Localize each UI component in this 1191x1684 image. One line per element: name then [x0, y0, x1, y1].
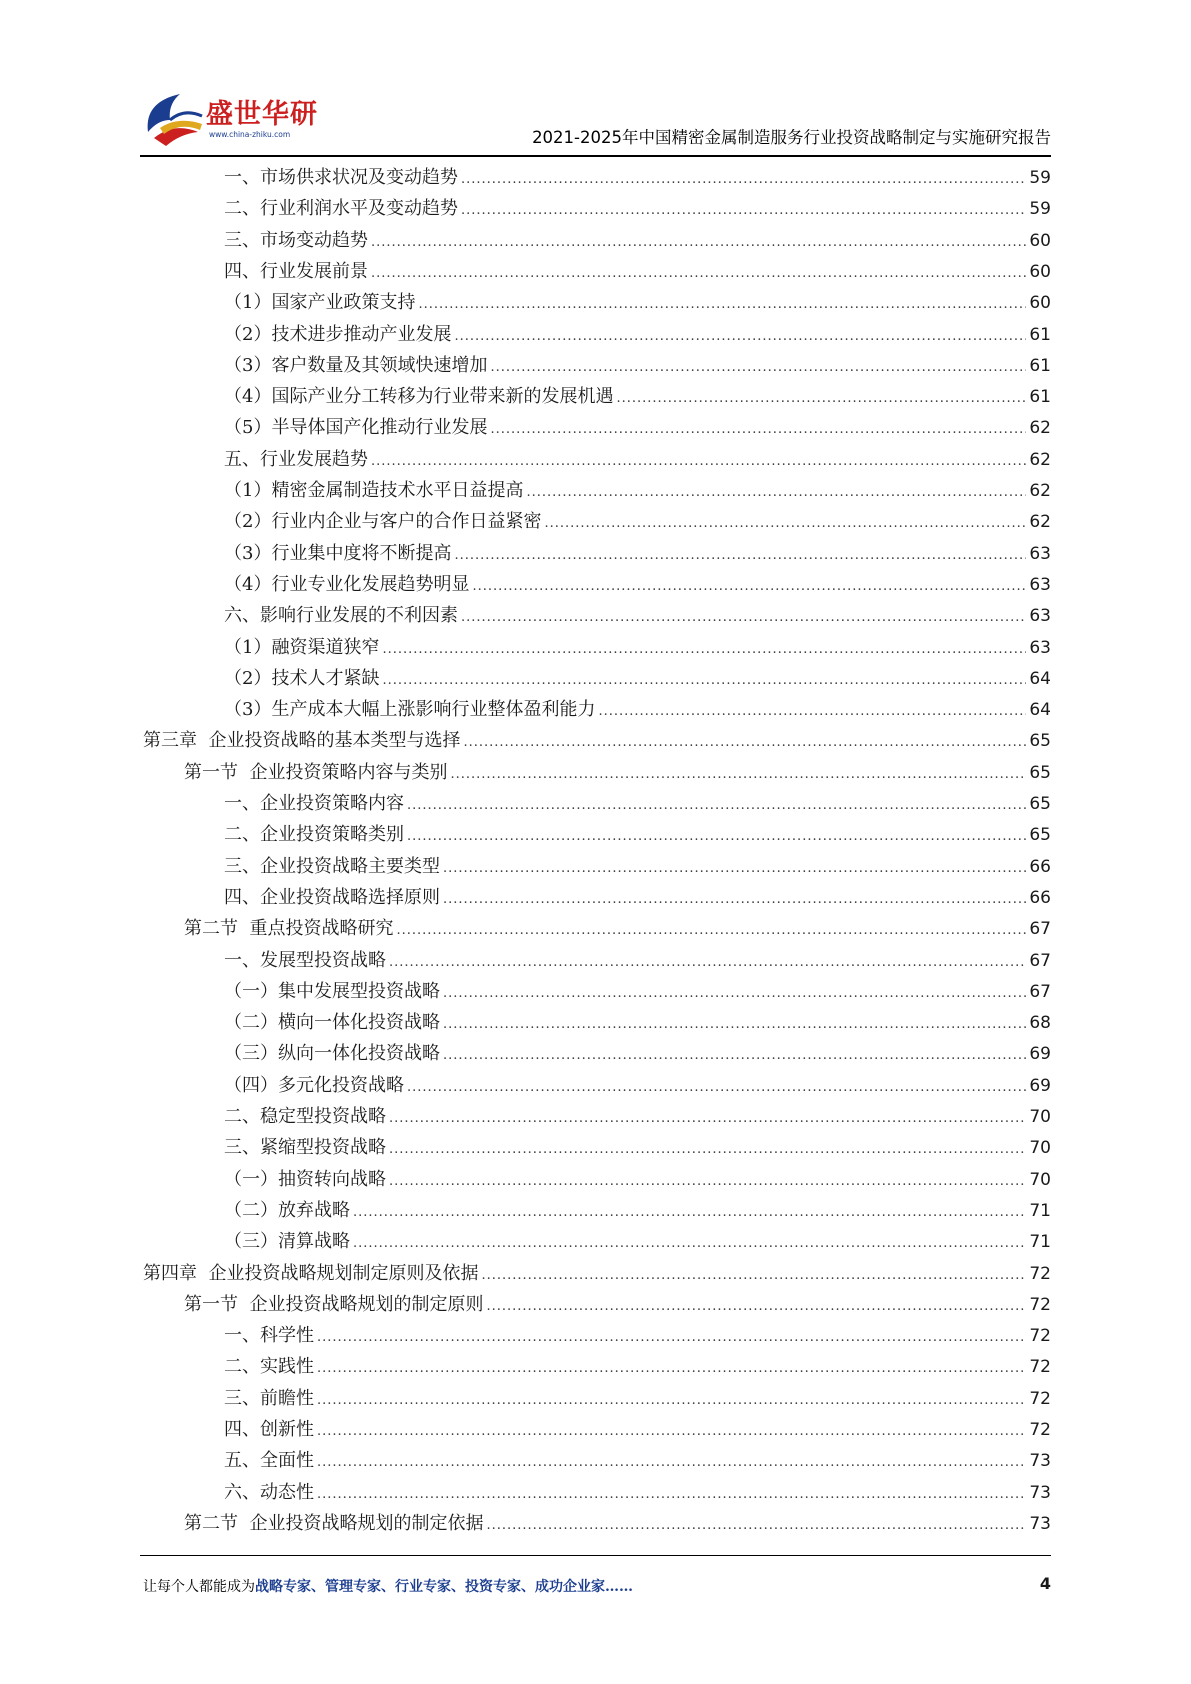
toc-entry-title: （二）放弃战略	[224, 1199, 350, 1221]
toc-entry[interactable]	[224, 506, 1051, 537]
toc-dot-leader	[443, 853, 1026, 884]
brand-name: 盛世华研	[206, 99, 318, 130]
toc-dot-leader	[317, 1479, 1026, 1510]
toc-entry-title: 三、市场变动趋势	[224, 229, 368, 251]
toc-entry[interactable]	[224, 1132, 1051, 1163]
toc-dot-leader	[353, 1197, 1026, 1228]
toc-dot-leader	[389, 1166, 1026, 1197]
toc-entry-title: （一）集中发展型投资战略	[224, 980, 440, 1002]
toc-entry-title: （3）生产成本大幅上涨影响行业整体盈利能力	[224, 699, 596, 721]
toc-dot-leader	[407, 821, 1026, 852]
toc-entry-title: 二、稳定型投资战略	[224, 1106, 386, 1127]
toc-entry[interactable]	[184, 757, 1051, 788]
toc-entry-page: 65	[1029, 794, 1051, 814]
toc-entry-title: （一）抽资转向战略	[224, 1168, 386, 1190]
toc-entry[interactable]	[224, 945, 1051, 976]
toc-entry-title: （3）行业集中度将不断提高	[224, 542, 452, 564]
toc-entry[interactable]	[224, 1101, 1051, 1132]
toc-entry[interactable]	[224, 1351, 1051, 1382]
toc-entry[interactable]	[224, 538, 1051, 569]
toc-entry-title: 三、企业投资战略主要类型	[224, 855, 440, 877]
toc-dot-leader	[598, 696, 1026, 727]
toc-dot-leader	[371, 258, 1026, 289]
toc-dot-leader	[418, 289, 1026, 320]
toc-entry-page: 70	[1029, 1107, 1051, 1127]
toc-entry[interactable]	[224, 882, 1051, 913]
toc-entry-title: （1）精密金属制造技术水平日益提高	[224, 480, 524, 501]
toc-entry-title: 四、创新性	[224, 1419, 314, 1440]
toc-entry-page: 71	[1029, 1200, 1051, 1221]
toc-entry-title: 六、影响行业发展的不利因素	[224, 605, 458, 627]
toc-entry[interactable]	[224, 1414, 1051, 1445]
toc-entry-page: 72	[1029, 1388, 1051, 1409]
toc-entry-page: 59	[1029, 199, 1051, 220]
toc-entry[interactable]	[224, 256, 1051, 287]
toc-entry-title: （二）横向一体化投资战略	[224, 1012, 440, 1034]
report-title: 2021-2025年中国精密金属制造服务行业投资战略制定与实施研究报告	[532, 128, 1051, 147]
toc-entry[interactable]	[224, 412, 1051, 443]
toc-entry-title: 一、市场供求状况及变动趋势	[224, 167, 458, 188]
toc-entry[interactable]	[224, 287, 1051, 318]
toc-entry-page: 60	[1029, 230, 1051, 251]
toc-entry[interactable]	[224, 632, 1051, 663]
toc-dot-leader	[443, 978, 1026, 1009]
toc-entry-page: 63	[1029, 543, 1051, 564]
toc-dot-leader	[526, 477, 1026, 508]
toc-entry-page: 63	[1029, 637, 1051, 658]
toc-dot-leader	[371, 446, 1026, 477]
toc-entry[interactable]	[224, 788, 1051, 819]
toc-entry[interactable]	[224, 162, 1051, 193]
toc-entry-page: 62	[1029, 449, 1051, 470]
toc-entry-title: （1）融资渠道狭窄	[224, 636, 380, 658]
toc-entry-title: 三、前瞻性	[224, 1387, 314, 1409]
toc-dot-leader	[544, 508, 1026, 539]
toc-entry-page: 64	[1029, 700, 1051, 721]
footer-divider	[140, 1555, 1051, 1556]
toc-entry[interactable]	[184, 1289, 1051, 1320]
toc-dot-leader	[490, 352, 1026, 383]
toc-entry[interactable]	[224, 381, 1051, 412]
page-header	[0, 0, 1191, 160]
toc-dot-leader	[461, 602, 1026, 633]
toc-entry[interactable]	[224, 350, 1051, 381]
toc-entry-title: （3）客户数量及其领域快速增加	[224, 354, 488, 376]
toc-entry[interactable]	[143, 1258, 1051, 1289]
toc-entry-page: 64	[1029, 668, 1051, 689]
toc-entry-title: 第一节 企业投资策略内容与类别	[184, 761, 448, 783]
brand-url: www.china-zhiku.com	[209, 130, 291, 139]
toc-entry[interactable]	[224, 1007, 1051, 1038]
toc-entry-title: 五、行业发展趋势	[224, 448, 368, 470]
toc-dot-leader	[450, 759, 1026, 790]
toc-entry[interactable]	[224, 1477, 1051, 1508]
toc-entry-page: 61	[1029, 387, 1051, 408]
toc-dot-leader	[371, 227, 1026, 258]
toc-entry[interactable]	[224, 1195, 1051, 1226]
toc-entry-page: 72	[1029, 1326, 1051, 1347]
toc-entry-title: 二、实践性	[224, 1356, 314, 1378]
toc-entry-page: 66	[1029, 856, 1051, 877]
toc-entry-title: （2）技术人才紧缺	[224, 667, 380, 689]
toc-entry[interactable]	[224, 851, 1051, 882]
footer-slogan-prefix: 让每个人都能成为	[143, 1579, 255, 1595]
toc-entry-title: （1）国家产业政策支持	[224, 292, 416, 314]
toc-dot-leader	[317, 1416, 1026, 1447]
toc-entry[interactable]	[224, 225, 1051, 256]
toc-entry[interactable]	[224, 1320, 1051, 1351]
toc-entry-title: （2）技术进步推动产业发展	[224, 323, 452, 345]
toc-entry-title: 二、企业投资策略类别	[224, 824, 404, 846]
toc-entry-page: 66	[1029, 887, 1051, 908]
toc-entry-page: 62	[1029, 481, 1051, 501]
toc-entry-title: 五、全面性	[224, 1450, 314, 1472]
toc-dot-leader	[317, 1385, 1026, 1416]
toc-entry-title: 第二节 重点投资战略研究	[184, 918, 394, 940]
toc-entry-title: （2）行业内企业与客户的合作日益紧密	[224, 511, 542, 533]
toc-dot-leader	[389, 1103, 1026, 1134]
toc-entry[interactable]	[224, 1164, 1051, 1195]
toc-entry-title: 一、科学性	[224, 1325, 314, 1347]
toc-dot-leader	[317, 1353, 1026, 1384]
toc-entry-page: 67	[1029, 950, 1051, 971]
toc-entry-page: 63	[1029, 574, 1051, 595]
toc-entry-title: （5）半导体国产化推动行业发展	[224, 417, 488, 439]
toc-entry-title: 第一节 企业投资战略规划的制定原则	[184, 1293, 484, 1315]
toc-entry-page: 70	[1029, 1138, 1051, 1159]
toc-entry[interactable]	[184, 1508, 1051, 1539]
toc-dot-leader	[486, 1510, 1026, 1541]
toc-entry[interactable]	[224, 193, 1051, 224]
toc-entry-page: 72	[1029, 1357, 1051, 1378]
toc-entry-page: 62	[1029, 418, 1051, 439]
toc-entry-page: 60	[1029, 261, 1051, 282]
toc-dot-leader	[389, 1134, 1026, 1165]
toc-entry-page: 62	[1029, 512, 1051, 533]
toc-dot-leader	[443, 1040, 1026, 1071]
toc-dot-leader	[461, 164, 1026, 195]
toc-dot-leader	[407, 1072, 1026, 1103]
toc-dot-leader	[353, 1228, 1026, 1259]
toc-entry-page: 73	[1029, 1513, 1051, 1534]
toc-entry[interactable]	[224, 819, 1051, 850]
toc-entry-title: 三、紧缩型投资战略	[224, 1137, 386, 1159]
toc-entry-page: 70	[1029, 1169, 1051, 1190]
toc-dot-leader	[463, 727, 1026, 758]
toc-entry[interactable]	[224, 1445, 1051, 1476]
toc-entry-page: 61	[1029, 324, 1051, 345]
toc-entry-page: 71	[1029, 1232, 1051, 1253]
toc-entry-title: 二、行业利润水平及变动趋势	[224, 198, 458, 220]
toc-entry-page: 72	[1029, 1294, 1051, 1315]
toc-dot-leader	[490, 414, 1026, 445]
toc-entry-title: 四、企业投资战略选择原则	[224, 886, 440, 908]
toc-dot-leader	[317, 1322, 1026, 1353]
toc-entry-title: 六、动态性	[224, 1481, 314, 1503]
toc-entry-page: 65	[1029, 731, 1051, 752]
toc-entry[interactable]	[224, 475, 1051, 506]
toc-entry-page: 67	[1029, 981, 1051, 1002]
toc-dot-leader	[317, 1447, 1026, 1478]
toc-entry-page: 69	[1029, 1075, 1051, 1096]
toc-entry-page: 72	[1029, 1263, 1051, 1284]
toc-entry[interactable]	[224, 600, 1051, 631]
toc-dot-leader	[616, 383, 1026, 414]
toc-dot-leader	[486, 1291, 1026, 1322]
toc-entry-title: 第三章 企业投资战略的基本类型与选择	[143, 730, 461, 752]
toc-dot-leader	[396, 915, 1026, 946]
toc-dot-leader	[461, 195, 1026, 226]
toc-entry-page: 72	[1029, 1420, 1051, 1440]
toc-entry-title: 一、发展型投资战略	[224, 949, 386, 971]
toc-entry[interactable]	[224, 1038, 1051, 1069]
toc-dot-leader	[481, 1260, 1026, 1291]
toc-entry-page: 59	[1029, 168, 1051, 188]
toc-entry-title: （四）多元化投资战略	[224, 1074, 404, 1096]
toc-entry-title: 一、企业投资策略内容	[224, 793, 404, 814]
toc-dot-leader	[407, 790, 1026, 821]
toc-entry[interactable]	[224, 569, 1051, 600]
toc-entry-page: 65	[1029, 825, 1051, 846]
toc-entry-title: 第二节 企业投资战略规划的制定依据	[184, 1512, 484, 1534]
toc-dot-leader	[382, 665, 1026, 696]
toc-entry-title: （4）行业专业化发展趋势明显	[224, 573, 470, 595]
toc-entry-title: 四、行业发展前景	[224, 260, 368, 282]
toc-dot-leader	[382, 634, 1026, 665]
toc-entry[interactable]	[224, 663, 1051, 694]
toc-entry-page: 67	[1029, 919, 1051, 940]
page-number: 4	[1039, 1574, 1051, 1593]
toc-entry[interactable]	[224, 694, 1051, 725]
toc-entry[interactable]	[224, 319, 1051, 350]
toc-entry[interactable]	[184, 913, 1051, 944]
toc-dot-leader	[472, 571, 1026, 602]
toc-dot-leader	[443, 1009, 1026, 1040]
toc-entry[interactable]	[224, 1226, 1051, 1257]
toc-entry-title: 第四章 企业投资战略规划制定原则及依据	[143, 1262, 479, 1284]
toc-dot-leader	[389, 947, 1026, 978]
toc-dot-leader	[454, 321, 1026, 352]
toc-entry[interactable]	[143, 725, 1051, 756]
toc-entry[interactable]	[224, 976, 1051, 1007]
toc-entry[interactable]	[224, 444, 1051, 475]
toc-entry-page: 65	[1029, 762, 1051, 783]
toc-entry-page: 68	[1029, 1013, 1051, 1034]
toc-entry-title: （4）国际产业分工转移为行业带来新的发展机遇	[224, 386, 614, 408]
toc-dot-leader	[443, 884, 1026, 915]
toc-entry-page: 73	[1029, 1451, 1051, 1472]
footer-slogan	[143, 1576, 633, 1596]
toc-entry-page: 73	[1029, 1482, 1051, 1503]
toc-entry-page: 69	[1029, 1044, 1051, 1065]
toc-entry-page: 60	[1029, 293, 1051, 314]
toc-entry-page: 61	[1029, 355, 1051, 376]
footer-slogan-highlight: 战略专家、管理专家、行业专家、投资专家、成功企业家……	[255, 1579, 633, 1595]
toc-entry-title: （三）纵向一体化投资战略	[224, 1043, 440, 1065]
toc-entry[interactable]	[224, 1070, 1051, 1101]
header-divider	[140, 155, 1051, 157]
toc-entry-page: 63	[1029, 606, 1051, 627]
toc-entry[interactable]	[224, 1383, 1051, 1414]
toc-dot-leader	[454, 540, 1026, 571]
toc-entry-title: （三）清算战略	[224, 1231, 350, 1253]
